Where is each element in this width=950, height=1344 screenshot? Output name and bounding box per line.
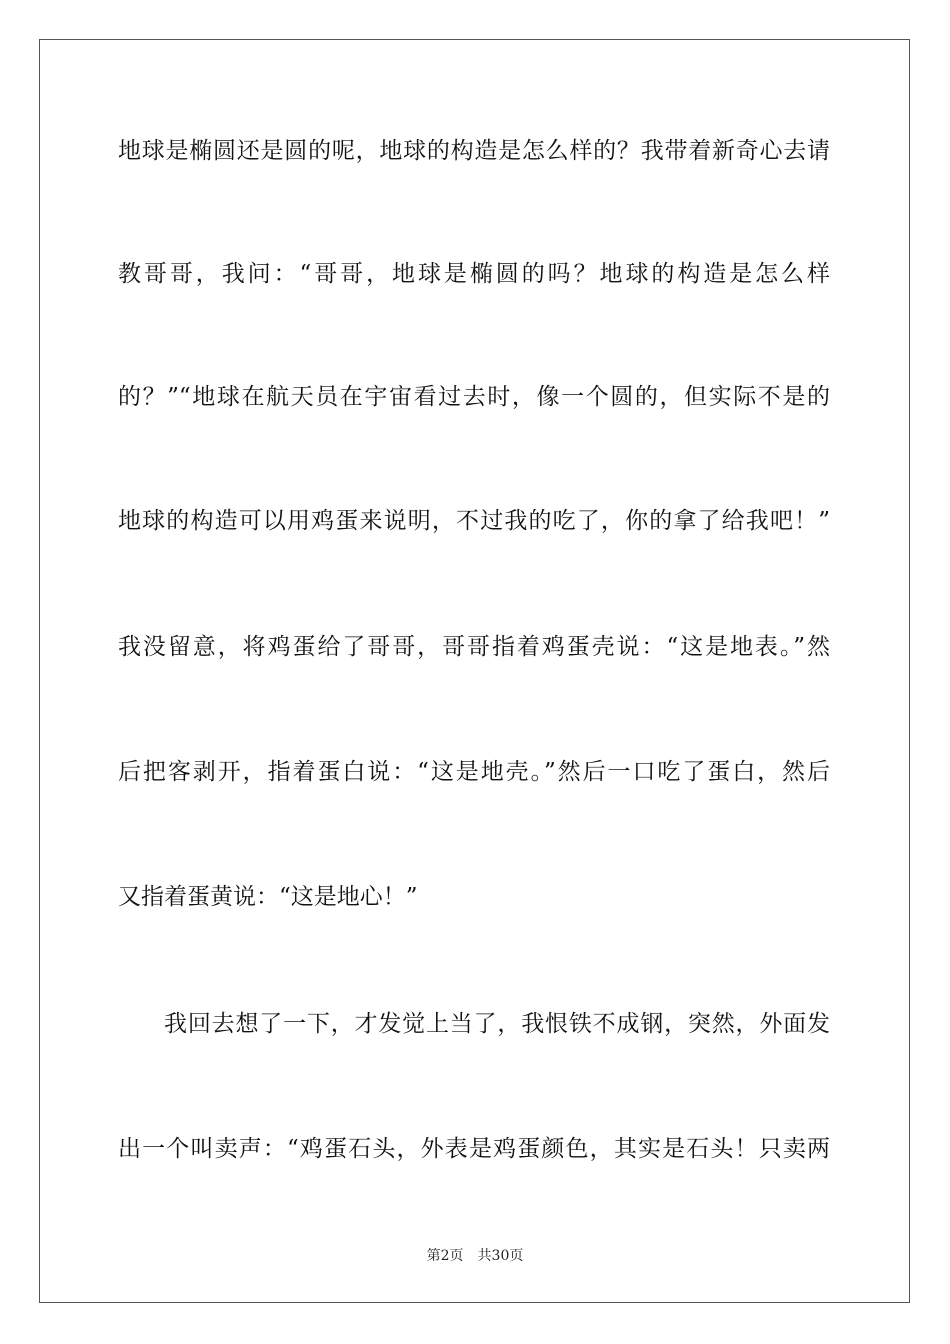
text-line: 地球是椭圆还是圆的呢，地球的构造是怎么样的？我带着新奇心去请 [118,138,830,164]
text-line: 出一个叫卖声：“鸡蛋石头，外表是鸡蛋颜色，其实是石头！只卖两 [118,1136,830,1162]
page-number: 第2页 [426,1248,464,1264]
page-border [39,39,910,1303]
text-line: 又指着蛋黄说：“这是地心！” [118,884,418,910]
text-line: 地球的构造可以用鸡蛋来说明，不过我的吃了，你的拿了给我吧！” [118,508,830,534]
text-line: 后把客剥开，指着蛋白说：“这是地壳。”然后一口吃了蛋白，然后 [118,759,830,785]
page-total: 共30页 [477,1248,524,1264]
text-line: 的？”“地球在航天员在宇宙看过去时，像一个圆的，但实际不是的 [118,384,830,410]
text-line: 教哥哥，我问：“哥哥，地球是椭圆的吗？地球的构造是怎么样 [118,261,830,287]
page-footer [0,1247,950,1265]
text-line-paragraph-start: 我回去想了一下，才发觉上当了，我恨铁不成钢，突然，外面发 [164,1011,830,1037]
text-line: 我没留意，将鸡蛋给了哥哥，哥哥指着鸡蛋壳说：“这是地表。”然 [118,634,830,660]
